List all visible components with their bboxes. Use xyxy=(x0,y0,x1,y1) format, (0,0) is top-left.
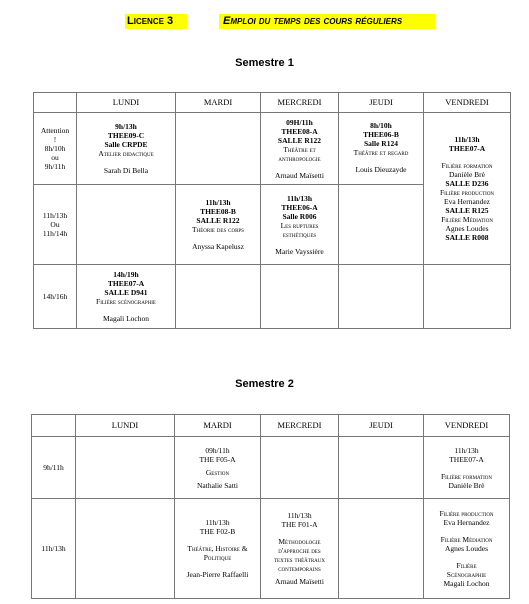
course-name: Théâtre et regard xyxy=(353,148,409,157)
course-time: 11h/13h xyxy=(454,135,480,144)
day-header-thursday: JEUDI xyxy=(339,93,424,113)
course-teacher: Marie Vayssière xyxy=(275,246,324,256)
course-code: THEE08-B xyxy=(200,207,236,216)
course-teacher: Eva Hernandez xyxy=(443,518,490,527)
course-time: 11h/13h xyxy=(205,518,230,527)
course-cell-wednesday xyxy=(261,113,339,185)
course-name: Théorie des corps xyxy=(192,225,244,234)
course-teacher: Jean-Pierre Raffaelli xyxy=(186,570,249,579)
day-header-wednesday: MERCREDI xyxy=(261,415,339,437)
time-line: 8h/10h xyxy=(44,144,66,153)
course-time: 8h/10h xyxy=(370,121,392,130)
course-time: 09h/11h xyxy=(205,445,230,455)
course-name: Filière formation xyxy=(440,471,493,481)
course-time: 14h/19h xyxy=(113,270,139,279)
course-cell-thursday xyxy=(339,113,424,185)
level-label: Licence 3 xyxy=(125,14,187,29)
course-cell-friday xyxy=(424,499,510,599)
empty-cell xyxy=(339,499,424,599)
time-line: 11h/13h xyxy=(42,211,68,220)
corner-cell xyxy=(32,415,76,437)
course-time: 11h/13h xyxy=(287,511,312,520)
course-name: Filière scénographie xyxy=(96,297,156,306)
course-name: Les ruptures xyxy=(280,220,319,230)
course-teacher: Anyssa Kapelusz xyxy=(192,242,244,251)
course-code: THEE07-A xyxy=(449,454,484,464)
course-time: 11h/13h xyxy=(454,445,479,455)
course-code: THEE08-A xyxy=(281,126,318,136)
empty-cell xyxy=(261,437,339,499)
course-code: THEE06-B xyxy=(363,130,399,139)
course-teacher: Sarah Di Bella xyxy=(103,166,149,175)
course-name: Filière formation xyxy=(441,161,493,170)
time-line: ! xyxy=(53,135,57,144)
empty-cell xyxy=(261,265,339,329)
course-name: Filière xyxy=(456,561,477,570)
corner-cell xyxy=(34,93,77,113)
day-header-tuesday: MARDI xyxy=(176,93,261,113)
course-teacher: Agnes Loudes xyxy=(444,544,489,553)
empty-cell xyxy=(176,113,261,185)
course-code: THEE09-C xyxy=(107,131,145,140)
course-time: 11h/13h xyxy=(205,198,231,207)
empty-cell xyxy=(176,265,261,329)
day-header-monday: LUNDI xyxy=(76,415,175,437)
course-cell-friday xyxy=(424,437,510,499)
course-room: SALLE R008 xyxy=(445,233,489,242)
time-cell: 11h/13h xyxy=(32,499,76,599)
course-teacher: Arnaud Maïsetti xyxy=(275,577,324,586)
course-teacher: Eva Hernandez xyxy=(443,197,490,206)
empty-cell xyxy=(339,265,424,329)
semester-2-table xyxy=(31,414,510,599)
course-room: SALLE D941 xyxy=(104,288,148,297)
course-name: Atelier didactique xyxy=(98,149,154,158)
course-name: anthropologie xyxy=(278,153,321,163)
course-code: THEE07-A xyxy=(107,279,145,288)
course-code: THE F05-A xyxy=(199,454,236,464)
course-cell-wednesday xyxy=(261,185,339,265)
semester-1-title: Semestre 1 xyxy=(235,57,294,69)
course-room: Salle CRPDE xyxy=(104,140,148,149)
course-teacher: Magali Lochon xyxy=(443,579,490,588)
course-teacher: Danièle Brè xyxy=(448,480,485,490)
course-name: Politique xyxy=(203,553,232,562)
empty-cell xyxy=(339,437,424,499)
course-room: SALLE D236 xyxy=(445,179,489,188)
semester-2-title: Semestre 2 xyxy=(235,378,294,390)
time-cell xyxy=(34,265,77,329)
course-time: 11h/13h xyxy=(286,193,312,203)
course-name: esthétiques xyxy=(282,229,317,239)
course-teacher: Magali Lochon xyxy=(102,314,150,323)
course-teacher: Nathalie Satti xyxy=(196,480,239,490)
course-cell-monday xyxy=(77,113,176,185)
course-cell-wednesday xyxy=(261,499,339,599)
empty-cell xyxy=(76,499,175,599)
course-name: contemporains xyxy=(278,564,321,573)
day-header-wednesday: MERCREDI xyxy=(261,93,339,113)
time-line: Attention xyxy=(40,126,70,135)
course-name: Théâtre, Histoire & xyxy=(187,544,248,553)
day-header-tuesday: MARDI xyxy=(175,415,261,437)
time-cell: 9h/11h xyxy=(32,437,76,499)
course-name: Méthodologie xyxy=(278,537,321,546)
course-room: SALLE R122 xyxy=(277,135,322,145)
course-name: Théâtre et xyxy=(283,144,316,154)
course-cell-tuesday xyxy=(175,499,261,599)
semester-1-table xyxy=(33,92,511,329)
course-teacher: Arnaud Maïsetti xyxy=(275,170,324,180)
course-time: 09H/11h xyxy=(286,117,313,127)
course-room: Salle R124 xyxy=(364,139,398,148)
course-cell-monday xyxy=(77,265,176,329)
course-name: Filière Médiation xyxy=(440,535,493,544)
course-room: SALLE R122 xyxy=(196,216,240,225)
course-room: SALLE R125 xyxy=(445,206,489,215)
course-name: d'approche des xyxy=(278,546,321,555)
time-cell xyxy=(34,185,77,265)
course-code: THEE06-A xyxy=(281,202,318,212)
course-code: THE F02-B xyxy=(199,527,236,536)
time-line: Ou xyxy=(50,220,60,229)
time-line: 11h/14h xyxy=(42,229,68,238)
course-name: textes théâtraux xyxy=(273,555,326,564)
course-cell-tuesday xyxy=(175,437,261,499)
document-title: Emploi du temps des cours réguliers xyxy=(219,14,435,29)
course-code: THE F01-A xyxy=(281,520,318,529)
day-header-friday: VENDREDI xyxy=(424,93,511,113)
course-name: Scénographie xyxy=(446,570,487,579)
empty-cell xyxy=(339,185,424,265)
course-cell-friday xyxy=(424,113,511,265)
day-header-monday: LUNDI xyxy=(77,93,176,113)
time-line: 9h/11h xyxy=(44,162,66,171)
course-teacher: Danièle Brè xyxy=(448,170,486,179)
course-room: Salle R006 xyxy=(282,211,317,221)
course-code: THEE07-A xyxy=(448,144,486,153)
empty-cell xyxy=(76,437,175,499)
day-header-thursday: JEUDI xyxy=(339,415,424,437)
empty-cell xyxy=(424,265,511,329)
course-cell-tuesday xyxy=(176,185,261,265)
time-line: 14h/16h xyxy=(42,292,68,301)
course-name: Filière production xyxy=(439,509,494,518)
time-cell xyxy=(34,113,77,185)
empty-cell xyxy=(77,185,176,265)
course-name: Filière production xyxy=(439,188,495,197)
course-teacher: Agnes Loudes xyxy=(445,224,489,233)
day-header-friday: VENDREDI xyxy=(424,415,510,437)
course-name: Gestion xyxy=(205,467,230,477)
course-time: 9h/13h xyxy=(115,122,137,131)
course-teacher: Louis Dieuzayde xyxy=(355,165,407,174)
course-name: Filière Médiation xyxy=(441,215,493,224)
time-line: ou xyxy=(51,153,59,162)
